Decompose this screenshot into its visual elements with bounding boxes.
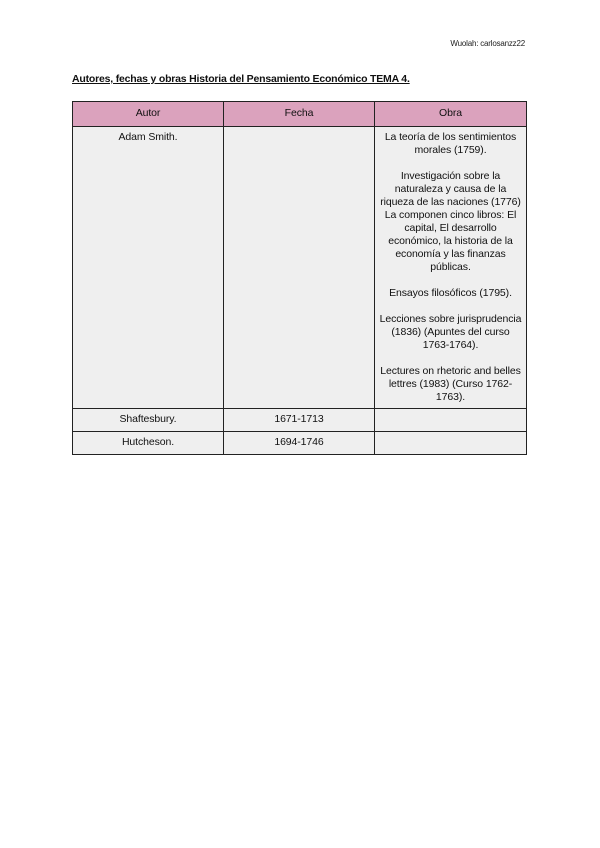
work-cell [375,127,527,409]
work-item: Investigación sobre la naturaleza y causa de la riqueza de las naciones (1776) La componen cinco libros: El capital, El desarrollo económico, la historia de la economía y las finanzas públicas. [380,170,521,273]
document-title: Autores, fechas y obras Historia del Pensamiento Económico TEMA 4. [72,73,410,85]
table-row [73,432,527,455]
work-item: Lecciones sobre jurisprudencia (1836) (Apuntes del curso 1763-1764). [379,313,522,351]
work-item: La teoría de los sentimientos morales (1759). [384,131,517,156]
table-row [73,409,527,432]
work-item: Lectures on rhetoric and belles lettres (1983) (Curso 1762-1763). [380,365,521,403]
date-cell [224,127,375,409]
author-cell: Hutcheson. [73,432,224,455]
author-cell: Shaftesbury. [73,409,224,432]
work-item: Ensayos filosóficos (1795). [389,287,512,299]
header-work: Obra [375,102,527,127]
author-cell: Adam Smith. [73,127,224,409]
authors-table [72,101,527,455]
table-header-row [73,102,527,127]
watermark-text: Wuolah: carlosanzz22 [450,39,525,48]
work-cell [375,409,527,432]
table-row [73,127,527,409]
header-date: Fecha [224,102,375,127]
date-cell: 1671-1713 [224,409,375,432]
work-cell [375,432,527,455]
header-author: Autor [73,102,224,127]
date-cell: 1694-1746 [224,432,375,455]
